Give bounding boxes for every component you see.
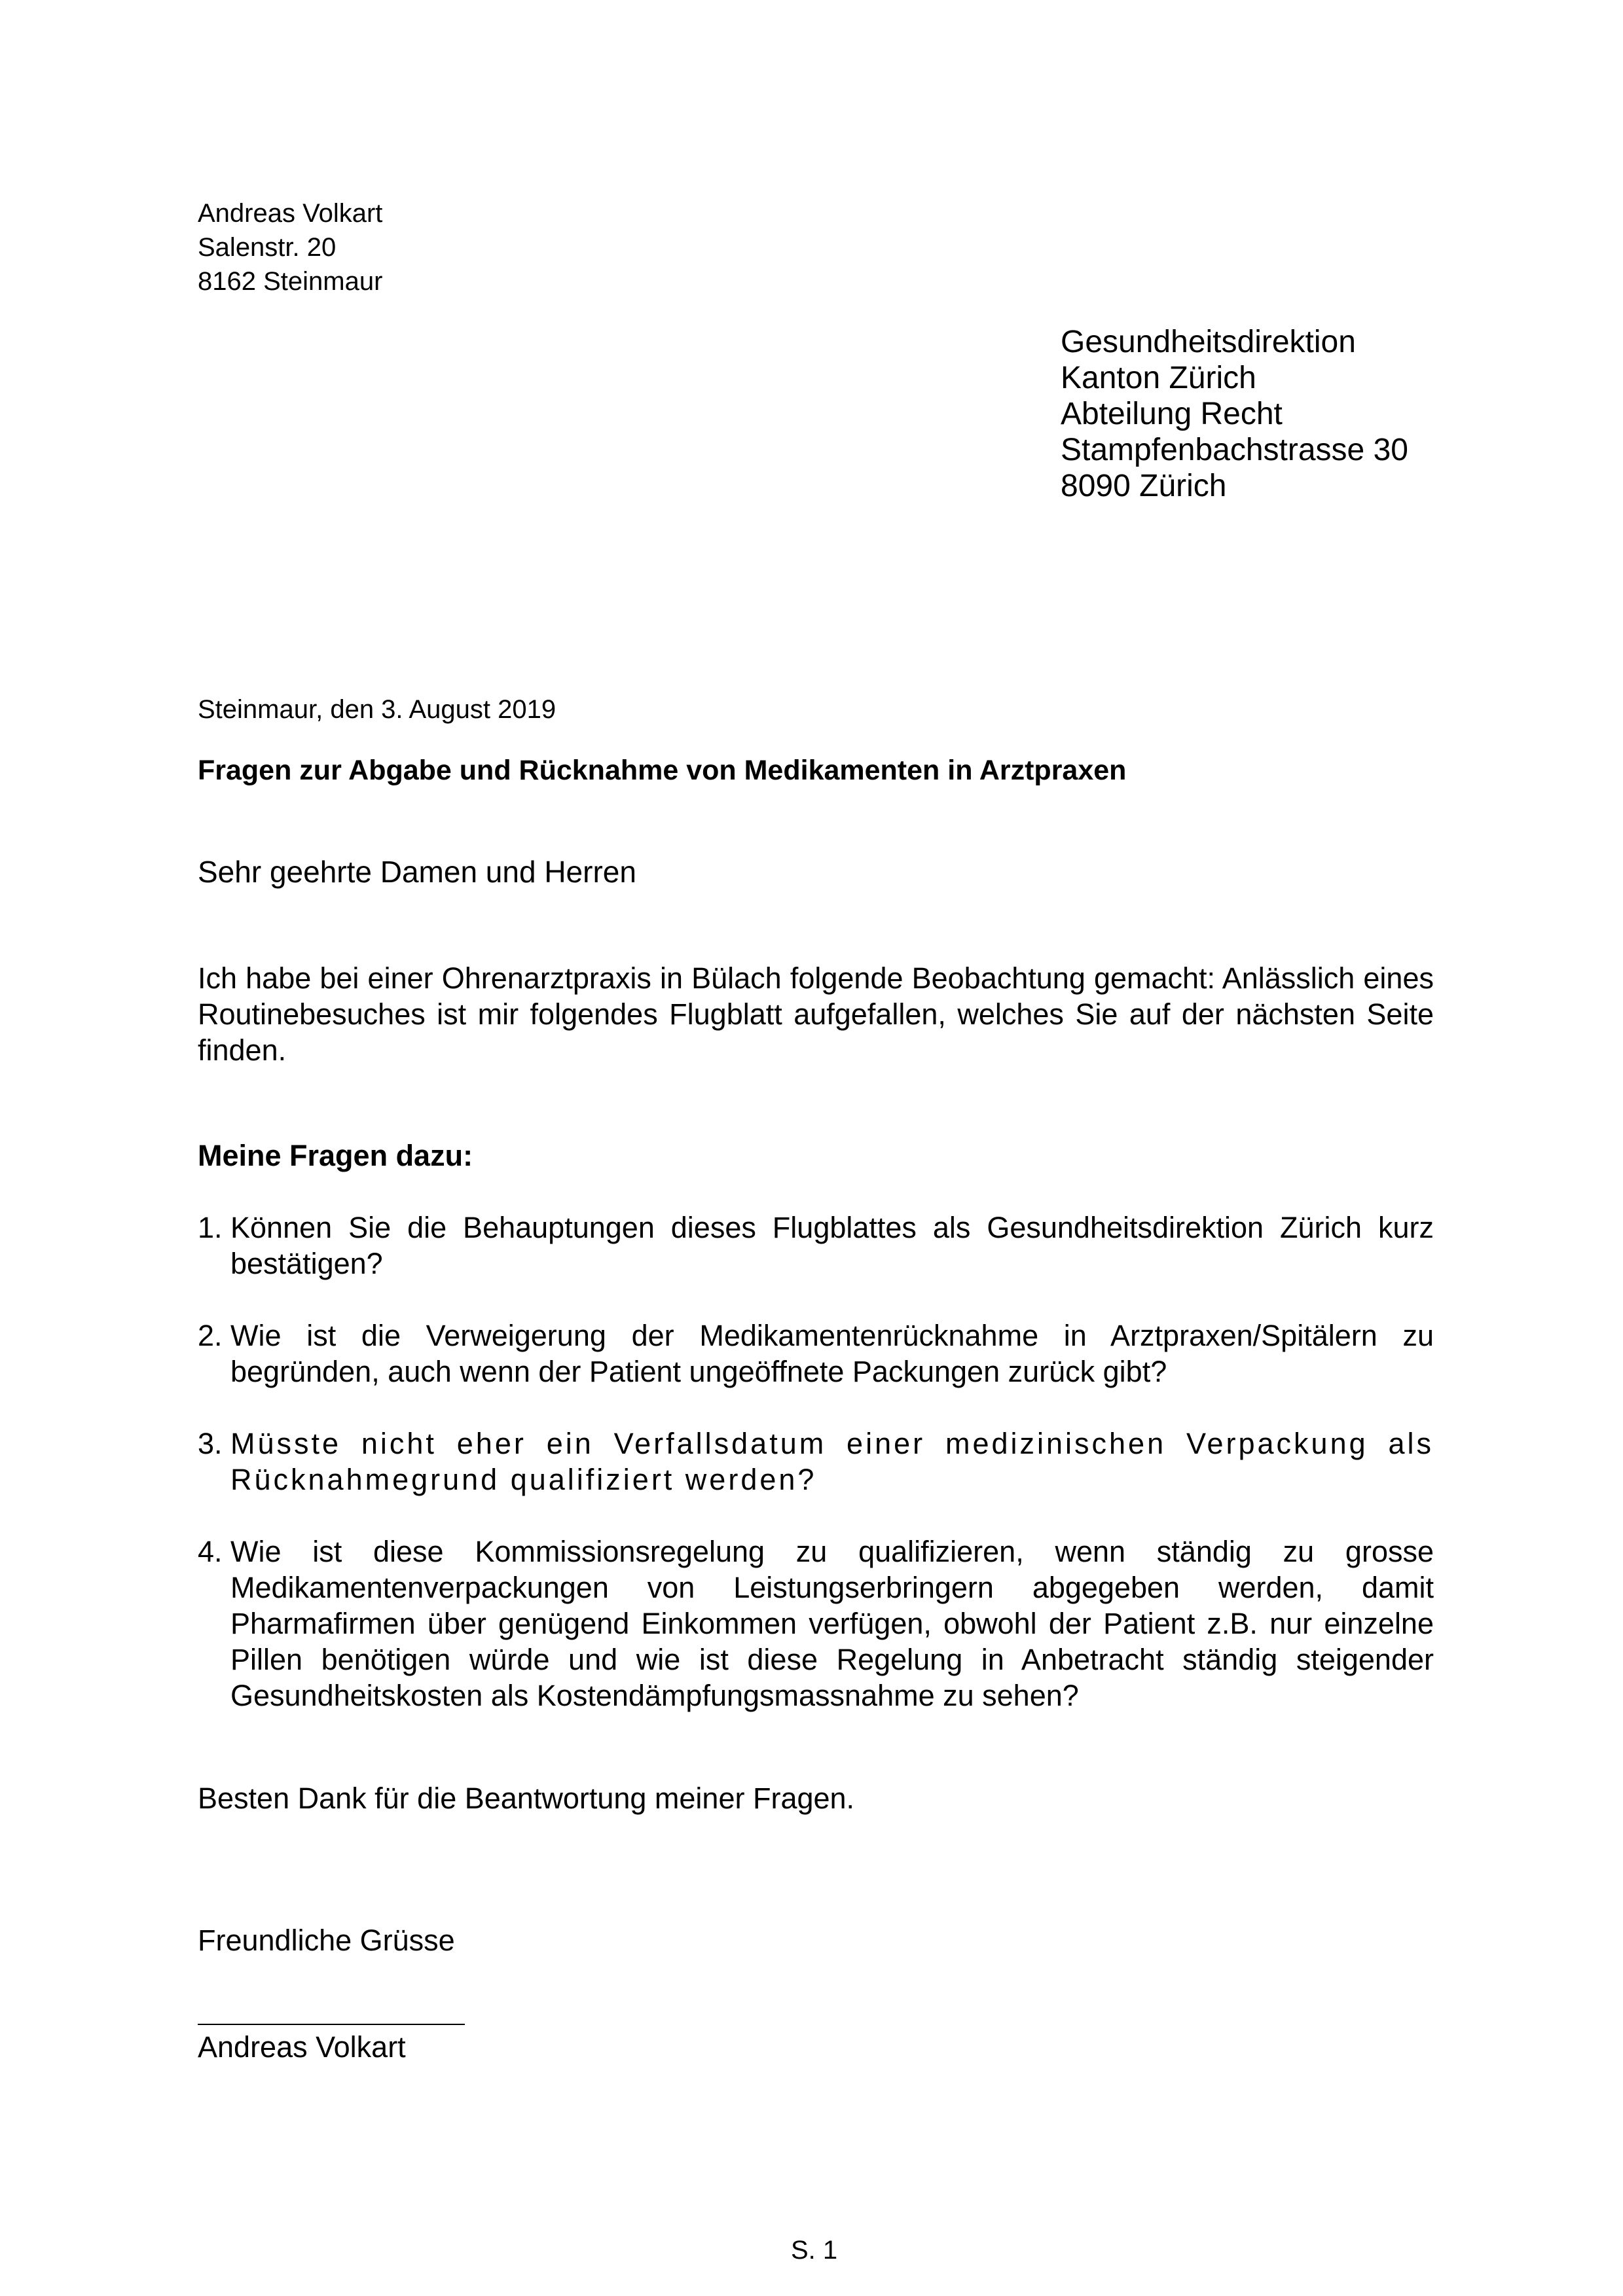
greeting: Freundliche Grüsse	[198, 1924, 455, 1957]
page-number: S. 1	[791, 2236, 838, 2265]
question-item	[198, 1210, 1434, 1282]
question-text: Wie ist die Verweigerung der Medikamentenrücknahme in Arztpraxen/Spitälern zu begründen, auch wenn der Patient ungeöffnete Packungen zurück gibt?	[230, 1319, 1434, 1388]
signature-name: Andreas Volkart	[198, 2030, 406, 2064]
question-item	[198, 1318, 1434, 1390]
intro-paragraph: Ich habe bei einer Ohrenarztpraxis in Bülach folgende Beobachtung gemacht: Anlässlich eines Routinebesuches ist mir folgendes Flugblatt aufgefallen, welches Sie auf der nächsten Seite finden.	[198, 961, 1434, 1067]
question-number: 4.	[198, 1535, 223, 1568]
questions-heading: Meine Fragen dazu:	[198, 1139, 473, 1172]
closing-sentence: Besten Dank für die Beantwortung meiner Fragen.	[198, 1782, 855, 1815]
recipient-line: Stampfenbachstrasse 30	[1061, 433, 1408, 467]
recipient-line: Gesundheitsdirektion	[1061, 325, 1356, 359]
letter-date: Steinmaur, den 3. August 2019	[198, 695, 556, 724]
question-item	[198, 1426, 1434, 1498]
sender-city: 8162 Steinmaur	[198, 267, 383, 296]
signature-line	[198, 2024, 465, 2025]
questions-list	[198, 1210, 1434, 1713]
letter-subject: Fragen zur Abgabe und Rücknahme von Medikamenten in Arztpraxen	[198, 755, 1127, 786]
recipient-line: Abteilung Recht	[1061, 397, 1283, 431]
recipient-line: 8090 Zürich	[1061, 469, 1227, 503]
question-text: Wie ist diese Kommissionsregelung zu qualifizieren, wenn ständig zu grosse Medikamentenverpackungen von Leistungserbringern abgegeben werden, damit Pharmafirmen über genügend Einkommen verfügen, obwohl der Patient z.B. nur einzelne Pillen benötigen würde und wie ist diese Regelung in Anbetracht ständig steigender Gesundheitskosten als Kostendämpfungsmassnahme zu sehen?	[230, 1535, 1434, 1712]
salutation: Sehr geehrte Damen und Herren	[198, 855, 636, 889]
sender-name: Andreas Volkart	[198, 199, 383, 228]
question-text: Müsste nicht eher ein Verfallsdatum einer medizinischen Verpackung als Rücknahmegrund qualifiziert werden?	[230, 1427, 1434, 1496]
recipient-line: Kanton Zürich	[1061, 361, 1256, 395]
question-text: Können Sie die Behauptungen dieses Flugblattes als Gesundheitsdirektion Zürich kurz bestätigen?	[230, 1211, 1434, 1280]
question-number: 2.	[198, 1319, 223, 1352]
sender-address	[198, 196, 382, 298]
question-number: 1.	[198, 1211, 223, 1244]
recipient-address	[1061, 324, 1408, 504]
question-number: 3.	[198, 1427, 223, 1460]
sender-street: Salenstr. 20	[198, 233, 337, 262]
question-item	[198, 1534, 1434, 1713]
